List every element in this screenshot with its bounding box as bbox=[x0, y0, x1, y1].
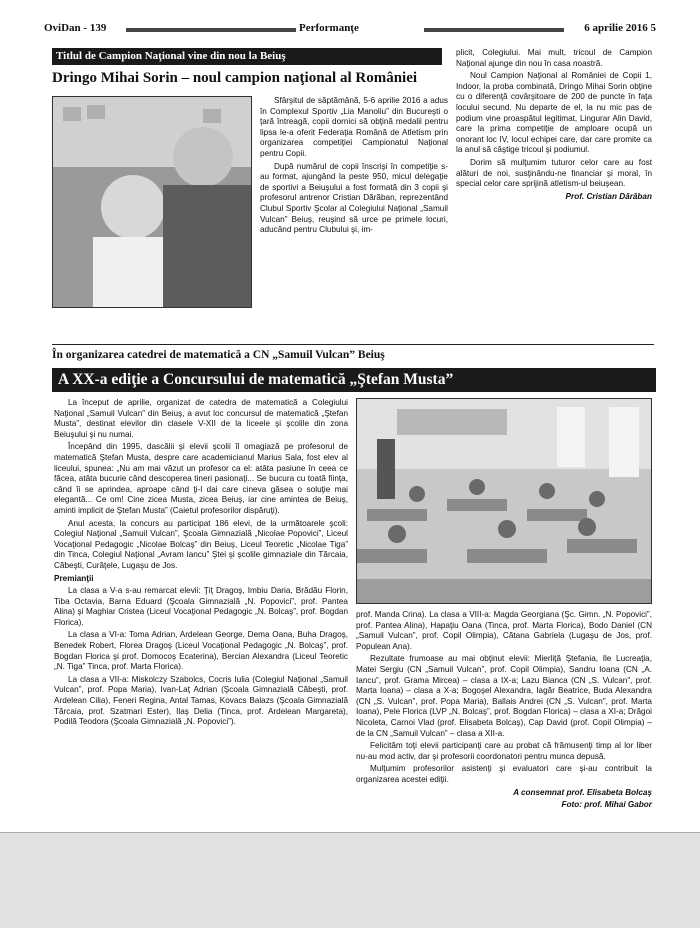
paragraph: La clasa a VI-a: Toma Adrian, Ardelean George, Dema Oana, Buha Dragoş, Benedek Robert, Florea Dragoş (Liceul Vocaţional Pedagogic „N. Bolcaş”, prof. Bogdan Florica şi prof. Domocoş Ecaterina), Bercian Alexandra (Liceul Teoretic „N. Tiga” Tinca, prof. Marta Florica). bbox=[54, 630, 348, 672]
paragraph: prof. Manda Crina). La clasa a VIII-a: Magda Georgiana (Şc. Gimn. „N. Popovici”, prof. Pantea Alina), Hapaţiu Oana (Tinca, prof. Marta Florica), Bodo Daniel (CN „Samuil Vulcan”, prof. Copil Olimpia), Cătana Gabriela (Lugaşu de Jos, prof. Populean Ana). bbox=[356, 610, 652, 651]
issue-number: OviDan - 139 bbox=[44, 22, 107, 34]
article2-author-signature: A consemnat prof. Elisabeta Bolcaş bbox=[513, 787, 652, 797]
athletes-photo-image bbox=[53, 97, 252, 308]
newspaper-page bbox=[44, 18, 656, 923]
paragraph: Începând din 1995, dascălii şi elevii şcolii îl omagiază pe profesorul de matematică Ştefan Musta, despre care academicianul Marius Sala, fost elev al liceului, spunea: „Nu am mai văzut un profesor ca el: atâta pasiune în ceea ce făcea, atâta bucurie când descoperea tineri pasionaţi... Se bucura cu toată fiinţa, când îi se aprindea, aproape când ţi-l dai care cineva găsea o soluţie mai elegantă... Ce om! Cine zicea Musta, zicea Beiuş, iar cine amintea de Beiuş, aminti implicit de Ştefan Musta” (Caietul profesorilor dispăruţi). bbox=[54, 442, 348, 515]
article1-headline: Dringo Mihai Sorin – noul campion naţional al României bbox=[52, 70, 418, 86]
athletes-photo bbox=[52, 96, 252, 308]
issue-date: 6 aprilie 2016 5 bbox=[584, 22, 656, 34]
paragraph: Noul Campion Naţional al României de Copii 1, Indoor, la proba combinată, Dringo Mihai Sorin obţine cu o diferenţă covârşitoare de 200 de puncte în faţa locului secund. Nu departe de el, la nu mic pas de podium vine proaspătul legitimat, Lingurar Alin David, care la prima competiţie de amploare ocupă un onorant loc IV, locul echipei care, dar care promite ca la anul să câştige tricoul şi podiumul. bbox=[456, 71, 652, 155]
paragraph: La început de aprilie, organizat de catedra de matematică a Colegiului Naţional „Samuil Vulcan” din Beiuş, a avut loc concursul de matematică „Ştefan Musta”, destinat elevilor din clasele V-XII de la liceele şi şcolile din zona Beiuşului şi nu numai. bbox=[54, 398, 348, 439]
paragraph: La clasa a VII-a: Miskolczy Szabolcs, Cocris Iulia (Colegiul Naţional „Samuil Vulcan”, prof. Popa Maria), Ivan-Laţ Adrian (Şcoala Gimnazială Căbeşti, prof. Ardelean Cilia), Feneri Regina, Antal Tamas, Kovacs Balazs (Şcoala Gimnazială Tărcaia, prof. Szatmari Ester), Ilaş Delia (Tinca, prof. Ardelean Margareta), Podilă Teodora (Şcoala Gimnazială „N. Popovici”). bbox=[54, 674, 348, 727]
header-rule-right bbox=[424, 28, 564, 32]
article1-column-1 bbox=[260, 96, 448, 238]
paragraph: plicit, Colegiului. Mai mult, tricoul de Campion Naţional ajunge din nou în casa noastră. bbox=[456, 48, 652, 68]
paragraph: Felicităm toţi elevii participanţi care au probat că frămusenţi timp al lor liber nu-au mod activ, dar şi profesorii coordonatori pentru munca depusă. bbox=[356, 741, 652, 761]
paragraph: După numărul de copii înscrişi în competiţie s-au format, ajungând la peste 950, micul delegaţie de sportivi a Beiuşului a fost formată din 3 copii şi profesorul antrenor Cristian Dărăban, reprezentând Clubul Sportiv Şcolar al Colegiului Naţional „Samuil Vulcan” Beiuş, reuşind să urce pe primele locuri, aducând pentru Clubului şi, im- bbox=[260, 161, 448, 235]
article2-photo-credit: Foto: prof. Mihai Gabor bbox=[561, 800, 652, 810]
winners-subheading: Premianţii bbox=[54, 573, 94, 583]
article1-kicker: Titlul de Campion Naţional vine din nou la Beiuş bbox=[52, 48, 442, 65]
article2-column-1 bbox=[54, 398, 348, 730]
paragraph: Rezultate frumoase au mai obţinut elevii: Mierliţă Ştefania, Ile Lucreaţia, Matei Sergiu (CN „Samuil Vulcan”, prof. Copil Olimpia), Sandru Ioana (CN „A. Iancu”, prof. Grama Mircea) – clasa a IX-a; Lazu Bianca (CN „S. Vulcan”, prof. Marta Ioana) – clasa a X-a; Bogoşel Alexandra, Iagăr Beatrice, Buda Alexandra (CN „S. Vulcan”, prof. Popa Maria), Ballais Andrei (CN „S. Vulcan”, prof. Marta Ioana), Pele Florica (LVP „N. Bolcaş”, prof. Bogdan Florica) – clasa a XI-a; Drăgoi Nicoleta, Carnoi Vlad (prof. Elisabeta Bolcaş), Cap David (prof. Copil Olimpia) – de la CN „Samuil Vulcan” – clasa a XII-a. bbox=[356, 654, 652, 738]
classroom-photo-image bbox=[357, 399, 652, 604]
page-header bbox=[44, 18, 656, 42]
article2-kicker: În organizarea catedrei de matematică a CN „Samuil Vulcan” Beiuş bbox=[52, 349, 385, 361]
article1-column-2 bbox=[456, 48, 652, 204]
header-rule-left bbox=[126, 28, 296, 32]
classroom-photo bbox=[356, 398, 652, 604]
section-name: Performanţe bbox=[299, 22, 359, 34]
article1-signature: Prof. Cristian Dărăban bbox=[565, 191, 652, 201]
section-divider bbox=[52, 344, 654, 345]
article2-headline: A XX-a ediţie a Concursului de matematică „Ştefan Musta” bbox=[52, 368, 656, 392]
paragraph: La clasa a V-a s-au remarcat elevii: Ţiţ Dragoş, Imbiu Daria, Brădău Florin, Tiba Octavia, Barna Eduard (Şcoala Gimnazială „N. Popovici”, prof. Pantea Alina) şi Maghiar Cristea (Liceul Vocaţional Pedagogic „N. Bolcaş”, prof. Bogdan Florica). bbox=[54, 586, 348, 627]
paragraph: Mulţumim profesorilor asistenţi şi evaluatori care şi-au contribuit la organizarea acestei ediţii. bbox=[356, 764, 652, 784]
bottom-overlay-bar bbox=[0, 832, 700, 928]
paragraph: Anul acesta, la concurs au participat 186 elevi, de la următoarele şcoli: Colegiul Naţional „Samuil Vulcan”, Şcoala Gimnazială „Nicolae Popovici”, Liceul Vocaţional Pedagogic „Nicolae Bolcaş” din Beiuş, Liceul Teoretic „Nicolae Tiga” din Tinca, Colegiul Naţional „Avram Iancu” Ştei şi şcolile gimnaziale din Tărcaia, Căbeşti, Curăţele, Lugaşu de Jos. bbox=[54, 518, 348, 570]
article2-column-2 bbox=[356, 610, 652, 813]
paragraph: Sfârşitul de săptămână, 5-6 aprilie 2016 a adus în Complexul Sportiv „Lia Manoliu” din Bucureşti o ţară întreagă, copii dornici să obţină medalii pentru lipsa le-a oferit Federaţia Română de Atletism prin organizarea competiţiei Campionatul Naţional pentru Copii. bbox=[260, 96, 448, 158]
paragraph: Dorim să mulţumim tuturor celor care au fost alături de noi, susţinându-ne financiar şi moral, în special celor care sprijină atletism-ul beiuşean. bbox=[456, 157, 652, 189]
